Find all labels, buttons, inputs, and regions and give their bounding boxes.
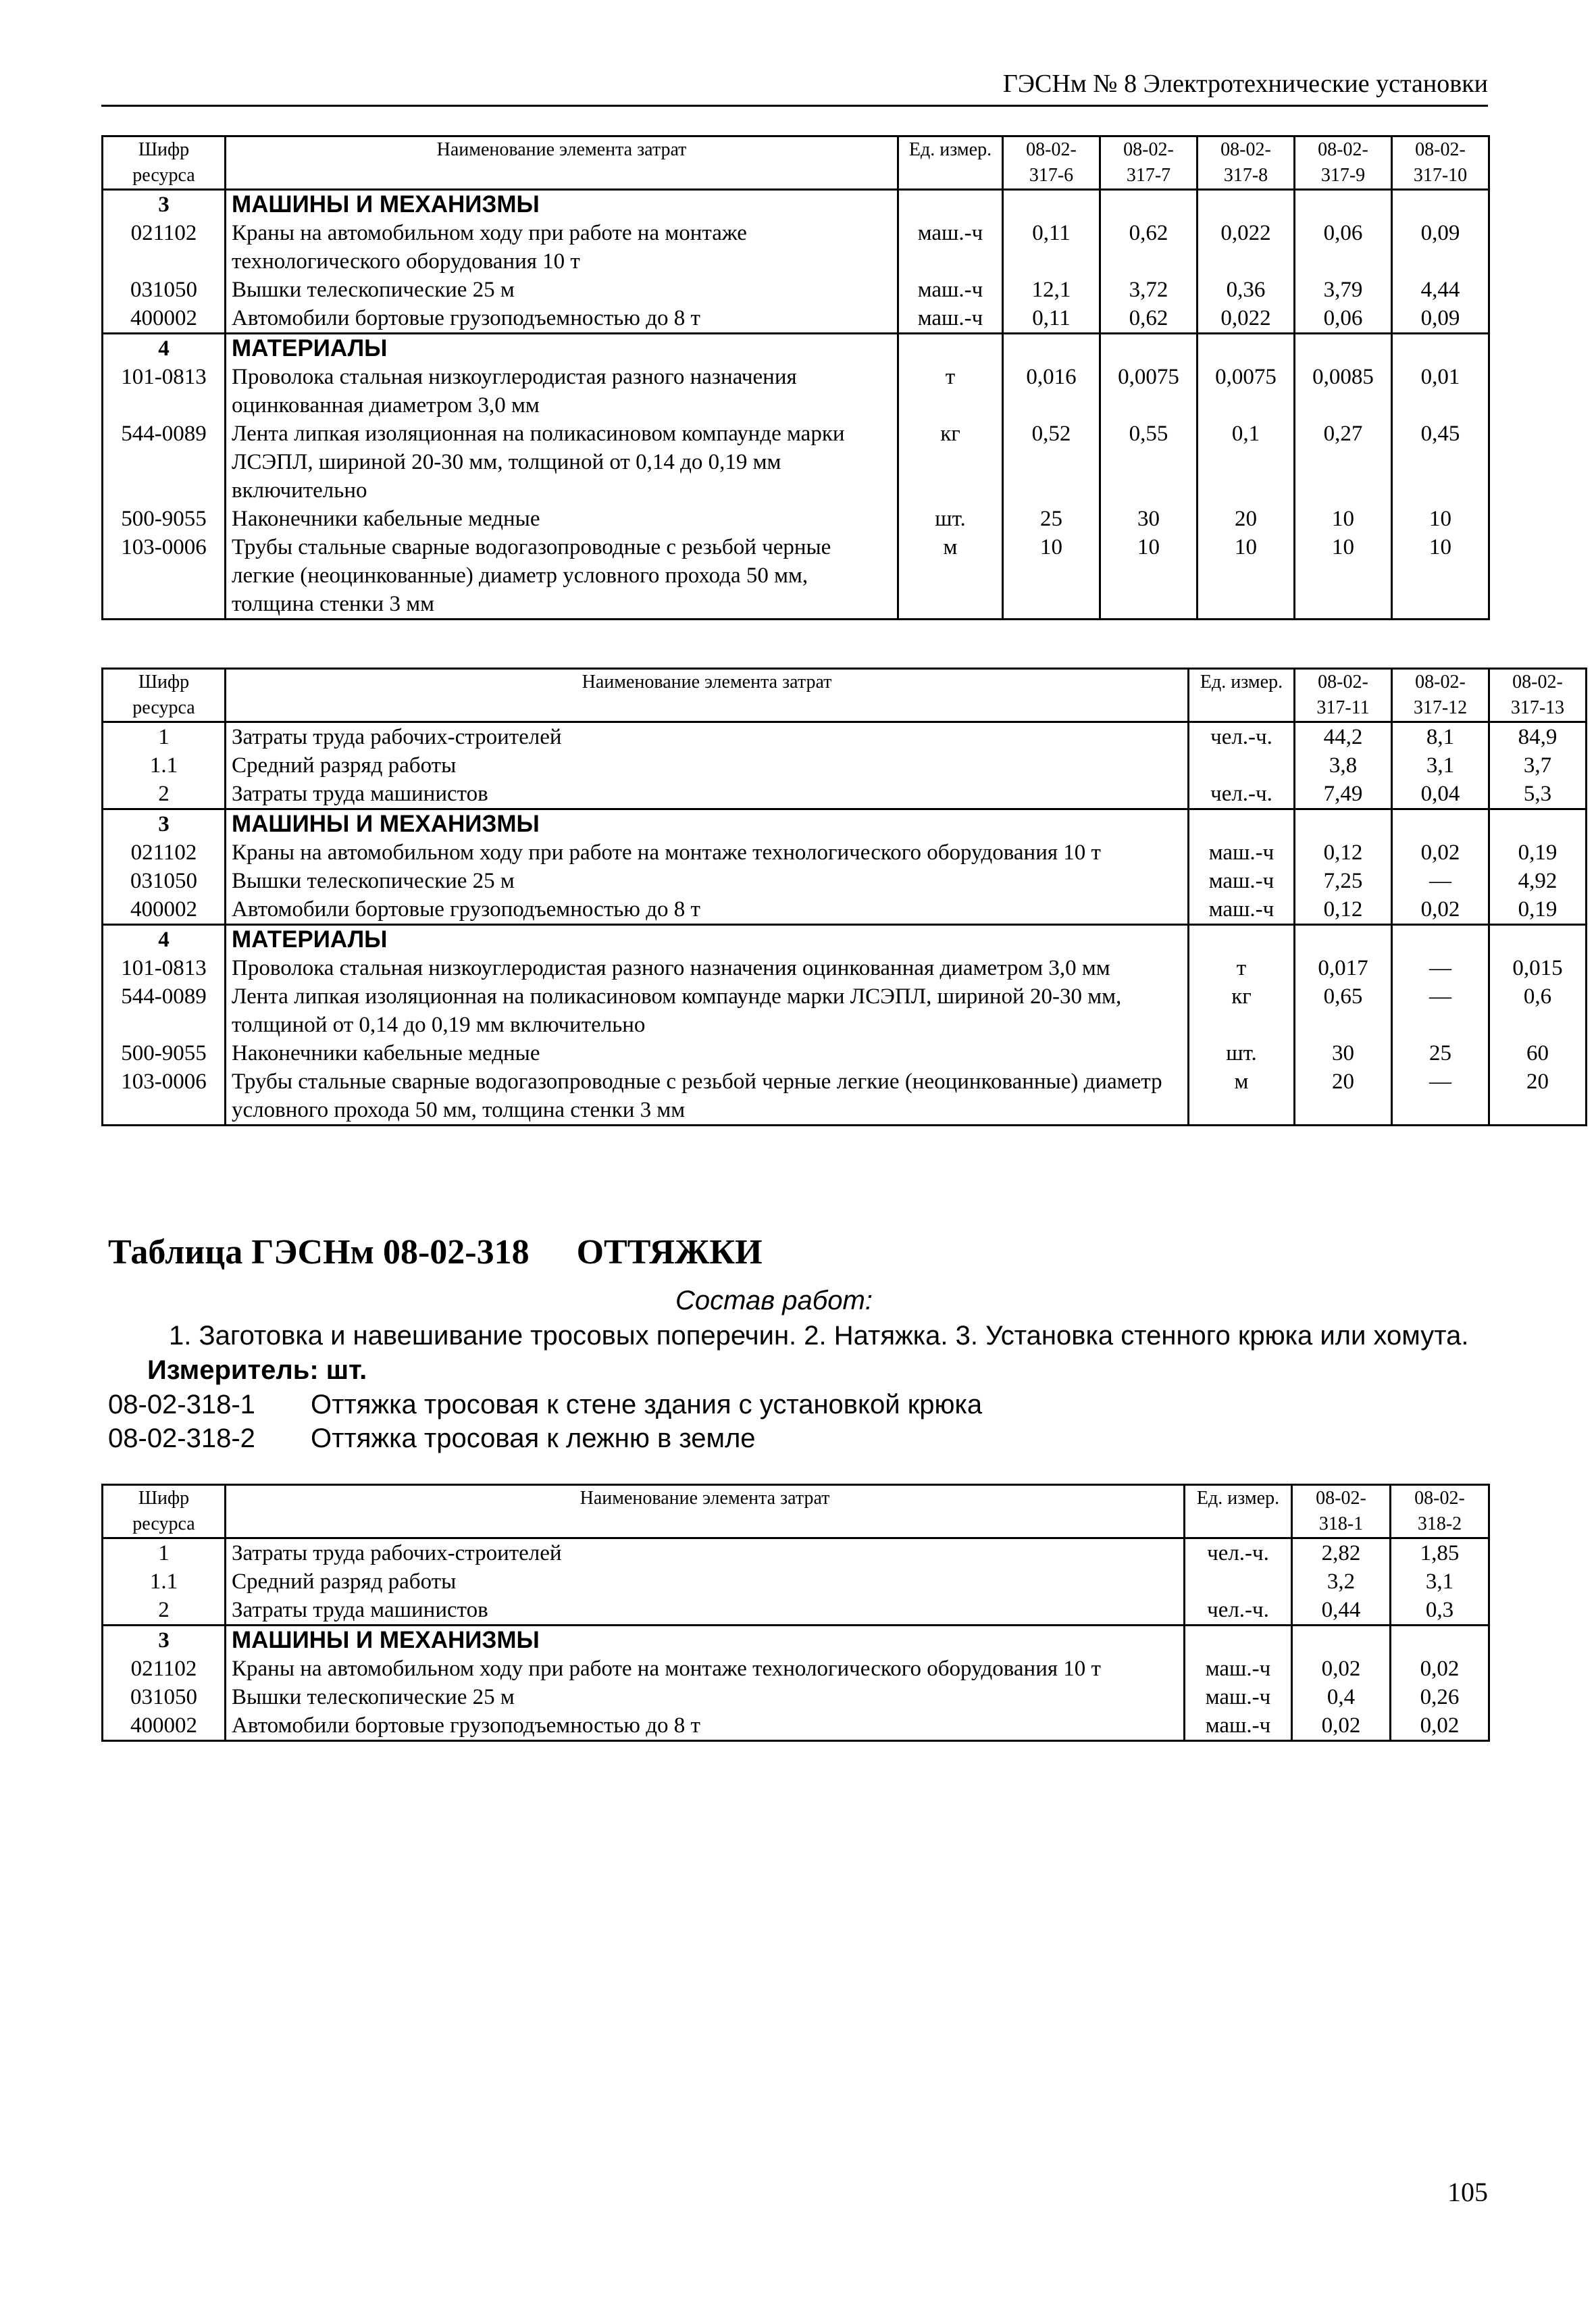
norm-value: 0,36 (1198, 276, 1295, 304)
header-code-line1: Шифр (138, 1488, 190, 1509)
resource-name: Вышки телескопические 25 м (226, 867, 1189, 895)
resource-code: 500-9055 (103, 1039, 226, 1067)
resource-table-317-6-to-10 (101, 135, 1490, 620)
header-norm-code-line2: 317-10 (1413, 165, 1468, 186)
resource-unit: м (1189, 1067, 1295, 1126)
norm-value: 84,9 (1489, 722, 1587, 752)
resource-name: Краны на автомобильном ходу при работе на монтаже технологического оборудования 10 т (226, 219, 898, 276)
norm-value: 3,8 (1295, 751, 1392, 780)
norm-value: 10 (1392, 505, 1489, 533)
section-value-blank (1003, 334, 1100, 363)
norm-value: 12,1 (1003, 276, 1100, 304)
header-norm-code-line2: 317-7 (1126, 165, 1171, 186)
resource-unit: чел.-ч. (1189, 722, 1295, 752)
section-unit-blank (1189, 925, 1295, 955)
resource-name: Проволока стальная низкоуглеродистая разного назначения оцинкованная диаметром 3,0 мм (226, 954, 1189, 982)
section-number: 3 (103, 809, 226, 839)
resource-name: Автомобили бортовые грузоподъемностью до 8 т (226, 304, 898, 334)
norm-value: 0,02 (1391, 1655, 1489, 1683)
norm-value: 0,6 (1489, 982, 1587, 1039)
norm-value: — (1392, 954, 1489, 982)
header-code (103, 669, 226, 722)
norm-value: 20 (1295, 1067, 1392, 1126)
section-row (103, 1626, 1489, 1655)
resource-unit: шт. (898, 505, 1003, 533)
norm-value: 20 (1489, 1067, 1587, 1126)
norm-value: 10 (1295, 505, 1392, 533)
norm-value: 0,016 (1003, 363, 1100, 420)
section-row (103, 809, 1587, 839)
header-norm-code-line2: 318-2 (1417, 1513, 1462, 1534)
resource-name: Затраты труда машинистов (226, 1596, 1185, 1626)
resource-code: 544-0089 (103, 982, 226, 1039)
table-header-row (103, 136, 1489, 190)
header-code-line2: ресурса (132, 1513, 195, 1534)
table-row (103, 219, 1489, 276)
table-row (103, 1538, 1489, 1568)
header-norm-code-line1: 08-02- (1026, 139, 1077, 160)
resource-unit: маш.-ч (898, 304, 1003, 334)
resource-name: Трубы стальные сварные водогазопроводные с резьбой черные легкие (неоцинкованные) диаметр условного прохода 50 мм, толщина стенки 3 мм (226, 533, 898, 620)
norm-value: 0,45 (1392, 420, 1489, 505)
header-norm-code-line1: 08-02- (1123, 139, 1174, 160)
section-title: МАШИНЫ И МЕХАНИЗМЫ (226, 190, 898, 220)
norm-value: 0,11 (1003, 304, 1100, 334)
section-value-blank (1392, 190, 1489, 220)
section-value-blank (1198, 190, 1295, 220)
header-norm-code-line1: 08-02- (1318, 672, 1368, 693)
norm-value: 0,022 (1198, 219, 1295, 276)
resource-unit: маш.-ч (1189, 838, 1295, 867)
section-value-blank (1198, 334, 1295, 363)
norm-code: 08-02-318-2 (108, 1424, 255, 1453)
section-title: МАТЕРИАЛЫ (226, 925, 1189, 955)
norm-value: 0,19 (1489, 838, 1587, 867)
table-row (103, 1039, 1587, 1067)
header-code-line1: Шифр (138, 139, 190, 160)
table-header-row (103, 1485, 1489, 1538)
norm-value: 0,65 (1295, 982, 1392, 1039)
table-header-row (103, 669, 1587, 722)
norm-value: 44,2 (1295, 722, 1392, 752)
norm-value: 0,19 (1489, 895, 1587, 925)
table-row (103, 1683, 1489, 1711)
resource-name: Затраты труда рабочих-строителей (226, 722, 1189, 752)
header-code (103, 1485, 226, 1538)
table-row (103, 533, 1489, 620)
norm-value: 0,12 (1295, 895, 1392, 925)
resource-code: 1.1 (103, 1567, 226, 1596)
resource-name: Средний разряд работы (226, 1567, 1185, 1596)
section-value-blank (1392, 334, 1489, 363)
resource-name: Краны на автомобильном ходу при работе на монтаже технологического оборудования 10 т (226, 838, 1189, 867)
resource-code: 400002 (103, 895, 226, 925)
resource-name: Автомобили бортовые грузоподъемностью до 8 т (226, 1711, 1185, 1741)
resource-unit: маш.-ч (1185, 1683, 1292, 1711)
resource-unit (1185, 1567, 1292, 1596)
resource-code: 544-0089 (103, 420, 226, 505)
resource-unit: чел.-ч. (1185, 1596, 1292, 1626)
resource-code: 400002 (103, 304, 226, 334)
table-row (103, 982, 1587, 1039)
resource-code: 031050 (103, 867, 226, 895)
header-unit: Ед. измер. (1189, 669, 1295, 722)
table-row (103, 276, 1489, 304)
norm-value: 7,49 (1295, 780, 1392, 809)
norm-value: 2,82 (1292, 1538, 1391, 1568)
norm-value: 30 (1100, 505, 1198, 533)
norm-value: 3,1 (1392, 751, 1489, 780)
resource-name: Трубы стальные сварные водогазопроводные с резьбой черные легкие (неоцинкованные) диаметр условного прохода 50 мм, толщина стенки 3 мм (226, 1067, 1189, 1126)
resource-code: 101-0813 (103, 363, 226, 420)
header-norm-code-line1: 08-02- (1512, 672, 1563, 693)
norm-value: 0,0075 (1100, 363, 1198, 420)
resource-code: 2 (103, 1596, 226, 1626)
resource-code: 101-0813 (103, 954, 226, 982)
header-norm-code (1489, 669, 1587, 722)
resource-code: 021102 (103, 1655, 226, 1683)
header-rule (101, 105, 1488, 107)
table-row (103, 751, 1587, 780)
header-norm-code (1295, 136, 1392, 190)
norm-value: 8,1 (1392, 722, 1489, 752)
norm-item (108, 1422, 756, 1455)
norm-value: 0,06 (1295, 304, 1392, 334)
norm-value: 0,4 (1292, 1683, 1391, 1711)
norm-value: 0,02 (1392, 838, 1489, 867)
section-value-blank (1292, 1626, 1391, 1655)
composition-text: 1. Заготовка и навешивание тросовых поперечин. 2. Натяжка. 3. Установка стенного крюка или хомута. (169, 1321, 1469, 1351)
header-norm-code-line2: 318-1 (1318, 1513, 1364, 1534)
norm-value: 0,44 (1292, 1596, 1391, 1626)
resource-unit: т (1189, 954, 1295, 982)
section-number: 3 (103, 190, 226, 220)
resource-unit: м (898, 533, 1003, 620)
resource-code: 103-0006 (103, 533, 226, 620)
section-value-blank (1392, 809, 1489, 839)
norm-value: 0,62 (1100, 304, 1198, 334)
resource-name: Наконечники кабельные медные (226, 1039, 1189, 1067)
norm-value: 0,022 (1198, 304, 1295, 334)
header-unit: Ед. измер. (898, 136, 1003, 190)
table-row (103, 780, 1587, 809)
table-row (103, 1596, 1489, 1626)
section-value-blank (1295, 190, 1392, 220)
section-title: МАТЕРИАЛЫ (226, 334, 898, 363)
resource-name: Автомобили бортовые грузоподъемностью до 8 т (226, 895, 1189, 925)
header-norm-code (1391, 1485, 1489, 1538)
header-norm-code-line2: 317-13 (1510, 697, 1565, 718)
resource-name: Проволока стальная низкоуглеродистая разного назначения оцинкованная диаметром 3,0 мм (226, 363, 898, 420)
norm-value: 3,1 (1391, 1567, 1489, 1596)
resource-unit: маш.-ч (1189, 895, 1295, 925)
resource-name: Затраты труда рабочих-строителей (226, 1538, 1185, 1568)
table-number: Таблица ГЭСНм 08-02-318 (108, 1233, 530, 1272)
header-norm-code (1392, 669, 1489, 722)
section-title: МАШИНЫ И МЕХАНИЗМЫ (226, 809, 1189, 839)
header-norm-code (1100, 136, 1198, 190)
header-code-line1: Шифр (138, 672, 190, 693)
norm-value: 3,79 (1295, 276, 1392, 304)
header-name: Наименование элемента затрат (226, 669, 1189, 722)
norm-value: 3,72 (1100, 276, 1198, 304)
table-row (103, 1567, 1489, 1596)
composition-label: Состав работ: (675, 1286, 873, 1315)
table-subtitle: ОТТЯЖКИ (576, 1233, 763, 1272)
resource-unit: чел.-ч. (1185, 1538, 1292, 1568)
resource-code: 1 (103, 1538, 226, 1568)
header-norm-code (1392, 136, 1489, 190)
norm-value: 0,015 (1489, 954, 1587, 982)
resource-unit: маш.-ч (1185, 1655, 1292, 1683)
norm-value: 1,85 (1391, 1538, 1489, 1568)
norm-value: 30 (1295, 1039, 1392, 1067)
resource-unit: кг (898, 420, 1003, 505)
header-norm-code-line2: 317-11 (1316, 697, 1370, 718)
table-row (103, 505, 1489, 533)
header-norm-code-line2: 317-6 (1029, 165, 1074, 186)
header-unit: Ед. измер. (1185, 1485, 1292, 1538)
norm-value: 60 (1489, 1039, 1587, 1067)
norm-value: 0,02 (1292, 1711, 1391, 1741)
table-row (103, 420, 1489, 505)
resource-table-317-11-to-13 (101, 668, 1587, 1126)
header-norm-code-line1: 08-02- (1316, 1488, 1366, 1509)
norm-value: 0,27 (1295, 420, 1392, 505)
page-number: 105 (1447, 2177, 1488, 2207)
resource-code: 031050 (103, 1683, 226, 1711)
section-row (103, 925, 1587, 955)
resource-name: Затраты труда машинистов (226, 780, 1189, 809)
section-value-blank (1295, 334, 1392, 363)
norm-value: 0,0075 (1198, 363, 1295, 420)
norm-value: 0,0085 (1295, 363, 1392, 420)
header-norm-code-line1: 08-02- (1318, 139, 1368, 160)
resource-code: 1.1 (103, 751, 226, 780)
norm-value: 7,25 (1295, 867, 1392, 895)
norm-name: Оттяжка тросовая к лежню в земле (311, 1424, 756, 1453)
norm-value: 0,02 (1392, 895, 1489, 925)
norm-value: 0,11 (1003, 219, 1100, 276)
header-name: Наименование элемента затрат (226, 1485, 1185, 1538)
resource-unit: шт. (1189, 1039, 1295, 1067)
norm-value: 10 (1392, 533, 1489, 620)
norm-value: — (1392, 982, 1489, 1039)
resource-unit (1189, 751, 1295, 780)
resource-code: 021102 (103, 219, 226, 276)
header-norm-code-line2: 317-9 (1320, 165, 1366, 186)
header-norm-code (1198, 136, 1295, 190)
section-number: 3 (103, 1626, 226, 1655)
norm-value: 0,017 (1295, 954, 1392, 982)
norm-value: 10 (1100, 533, 1198, 620)
resource-name: Лента липкая изоляционная на поликасиновом компаунде марки ЛСЭПЛ, шириной 20-30 мм, толщиной от 0,14 до 0,19 мм включительно (226, 420, 898, 505)
norm-value: 10 (1003, 533, 1100, 620)
norm-value: 10 (1295, 533, 1392, 620)
norm-value: 4,44 (1392, 276, 1489, 304)
norm-value: 0,3 (1391, 1596, 1489, 1626)
norm-value: 0,55 (1100, 420, 1198, 505)
section-unit-blank (898, 334, 1003, 363)
resource-unit: т (898, 363, 1003, 420)
norm-value: 3,7 (1489, 751, 1587, 780)
norm-value: 0,02 (1292, 1655, 1391, 1683)
resource-name: Средний разряд работы (226, 751, 1189, 780)
table-row (103, 1067, 1587, 1126)
norm-value: 20 (1198, 505, 1295, 533)
section-value-blank (1392, 925, 1489, 955)
resource-name: Вышки телескопические 25 м (226, 276, 898, 304)
resource-code: 1 (103, 722, 226, 752)
norm-value: 0,09 (1392, 304, 1489, 334)
norm-value: 4,92 (1489, 867, 1587, 895)
table-row (103, 895, 1587, 925)
norm-value: 10 (1198, 533, 1295, 620)
table-row (103, 722, 1587, 752)
section-value-blank (1295, 809, 1392, 839)
section-value-blank (1489, 925, 1587, 955)
resource-name: Лента липкая изоляционная на поликасиновом компаунде марки ЛСЭПЛ, шириной 20-30 мм, толщиной от 0,14 до 0,19 мм включительно (226, 982, 1189, 1039)
resource-name: Краны на автомобильном ходу при работе на монтаже технологического оборудования 10 т (226, 1655, 1185, 1683)
norm-value: 0,09 (1392, 219, 1489, 276)
table-row (103, 838, 1587, 867)
resource-code: 021102 (103, 838, 226, 867)
section-row (103, 334, 1489, 363)
header-norm-code-line1: 08-02- (1415, 139, 1466, 160)
norm-value: 5,3 (1489, 780, 1587, 809)
section-value-blank (1295, 925, 1392, 955)
table-row (103, 867, 1587, 895)
resource-code: 031050 (103, 276, 226, 304)
resource-unit: маш.-ч (1189, 867, 1295, 895)
table-row (103, 363, 1489, 420)
norm-value: 0,06 (1295, 219, 1392, 276)
resource-name: Наконечники кабельные медные (226, 505, 898, 533)
norm-value: 0,01 (1392, 363, 1489, 420)
norm-value: 0,62 (1100, 219, 1198, 276)
table-row (103, 1655, 1489, 1683)
norm-value: 25 (1003, 505, 1100, 533)
header-name: Наименование элемента затрат (226, 136, 898, 190)
resource-unit: маш.-ч (898, 219, 1003, 276)
norm-value: 25 (1392, 1039, 1489, 1067)
section-number: 4 (103, 334, 226, 363)
table-row (103, 1711, 1489, 1741)
norm-code: 08-02-318-1 (108, 1390, 255, 1419)
resource-code: 103-0006 (103, 1067, 226, 1126)
resource-code: 500-9055 (103, 505, 226, 533)
norm-item (108, 1388, 982, 1422)
running-header: ГЭСНм № 8 Электротехнические установки (1002, 70, 1488, 98)
norm-value: 0,04 (1392, 780, 1489, 809)
header-norm-code-line1: 08-02- (1415, 672, 1466, 693)
norm-value: 0,12 (1295, 838, 1392, 867)
table-row (103, 304, 1489, 334)
norm-value: 0,02 (1391, 1711, 1489, 1741)
resource-code: 2 (103, 780, 226, 809)
resource-unit: маш.-ч (1185, 1711, 1292, 1741)
section-row (103, 190, 1489, 220)
section-unit-blank (1189, 809, 1295, 839)
section-value-blank (1100, 190, 1198, 220)
resource-code: 400002 (103, 1711, 226, 1741)
header-code-line2: ресурса (132, 165, 195, 186)
norm-value: 0,1 (1198, 420, 1295, 505)
header-norm-code-line2: 317-12 (1413, 697, 1468, 718)
section-unit-blank (1185, 1626, 1292, 1655)
norm-value: 0,52 (1003, 420, 1100, 505)
header-code-line2: ресурса (132, 697, 195, 718)
section-value-blank (1489, 809, 1587, 839)
resource-table-318 (101, 1484, 1490, 1742)
norm-value: — (1392, 867, 1489, 895)
resource-unit: чел.-ч. (1189, 780, 1295, 809)
resource-unit: кг (1189, 982, 1295, 1039)
header-norm-code-line1: 08-02- (1220, 139, 1271, 160)
header-norm-code-line1: 08-02- (1414, 1488, 1465, 1509)
header-norm-code (1003, 136, 1100, 190)
resource-name: Вышки телескопические 25 м (226, 1683, 1185, 1711)
header-code (103, 136, 226, 190)
norm-value: 0,26 (1391, 1683, 1489, 1711)
section-value-blank (1003, 190, 1100, 220)
table-row (103, 954, 1587, 982)
section-unit-blank (898, 190, 1003, 220)
resource-unit: маш.-ч (898, 276, 1003, 304)
norm-name: Оттяжка тросовая к стене здания с установкой крюка (311, 1390, 983, 1419)
section-value-blank (1391, 1626, 1489, 1655)
section-title: МАШИНЫ И МЕХАНИЗМЫ (226, 1626, 1185, 1655)
measurer: Измеритель: шт. (147, 1355, 367, 1385)
header-norm-code-line2: 317-8 (1223, 165, 1268, 186)
header-norm-code (1295, 669, 1392, 722)
norm-value: — (1392, 1067, 1489, 1126)
section-number: 4 (103, 925, 226, 955)
header-norm-code (1292, 1485, 1391, 1538)
norm-value: 3,2 (1292, 1567, 1391, 1596)
table-title (108, 1231, 763, 1274)
section-value-blank (1100, 334, 1198, 363)
